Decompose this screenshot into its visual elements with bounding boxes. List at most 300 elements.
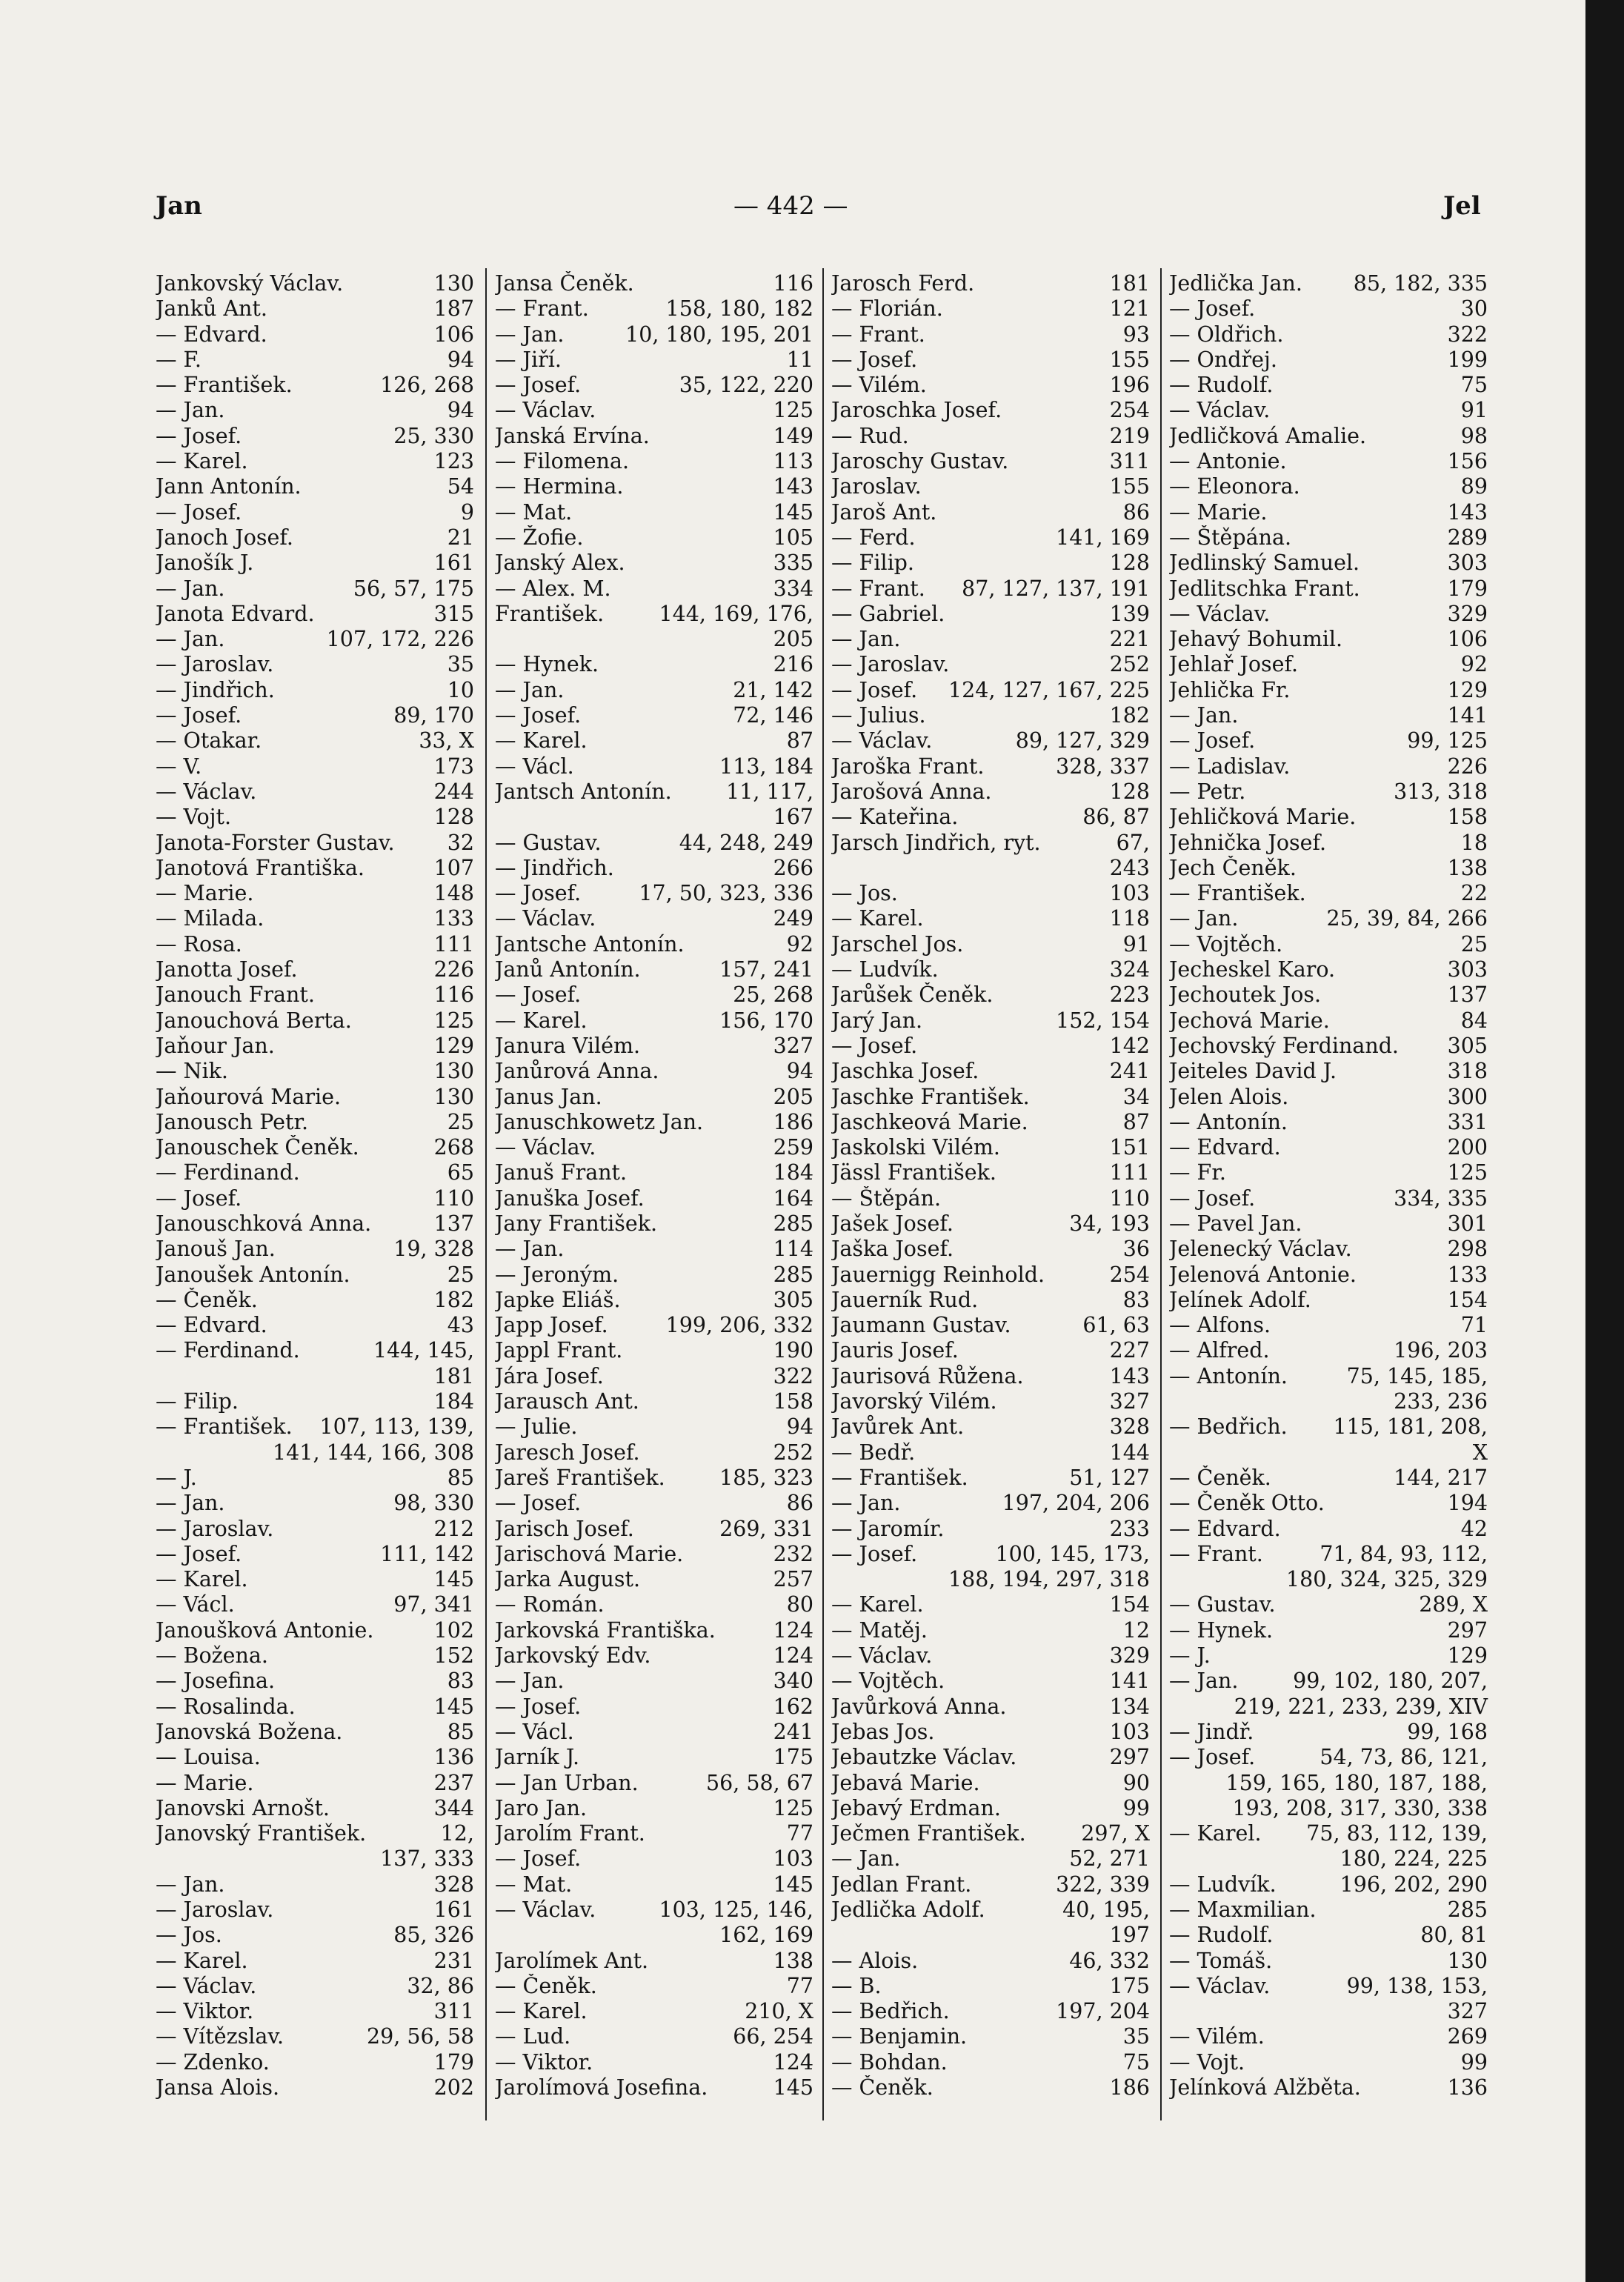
index-entry [831,754,1150,779]
entry-name: — Edvard. [1169,1516,1281,1541]
entry-pages: 107 [433,855,474,880]
index-entry [1169,424,1488,449]
entry-pages: 154 [1109,1592,1150,1617]
entry-name: Jelenová Antonie. [1169,1262,1357,1287]
entry-pages: 66, 254 [733,2024,813,2049]
entry-pages: 52, 271 [1069,1846,1150,1872]
index-entry [831,957,1150,982]
entry-pages: 75, 83, 112, 139, [1306,1821,1488,1846]
entry-name: Jecheskel Karo. [1169,957,1336,982]
entry-name: — Milada. [156,906,264,931]
index-entry [831,474,1150,499]
entry-pages: 71 [1460,1313,1488,1338]
index-entry [156,1872,474,1897]
entry-pages: 162, 169 [719,1923,813,1948]
entry-pages: 34, 193 [1069,1211,1150,1236]
entry-name: — Julius. [831,703,926,728]
entry-name: Jässl František. [831,1160,996,1185]
entry-pages: 187 [433,296,474,322]
index-entry [831,1008,1150,1034]
index-entry [831,1821,1150,1846]
entry-pages: 145 [773,499,813,525]
index-entry [156,678,474,703]
entry-pages: 219 [1109,423,1150,448]
index-entry [1169,1085,1488,1110]
entry-pages: 269 [1447,2024,1488,2049]
index-entry [156,906,474,931]
entry-pages: X [1472,1440,1488,1465]
entry-pages: 141 [1109,1669,1150,1694]
entry-name: — Hynek. [495,652,599,677]
entry-pages: 43 [447,1313,474,1338]
entry-pages: 134 [1109,1694,1150,1719]
entry-pages: 226 [1447,754,1488,779]
index-entry [156,703,474,728]
entry-name: — Václ. [495,1719,574,1744]
index-entry [495,982,813,1008]
index-entry [495,1059,813,1084]
entry-pages: 145 [773,1872,813,1897]
entry-name: — Marie. [156,1770,254,1795]
entry-name: Janků Ant. [156,296,267,322]
index-entry [156,1592,474,1617]
index-entry [1169,1389,1488,1414]
entry-name: — F. [156,347,202,372]
entry-name: — Eleonora. [1169,474,1300,499]
entry-name: — Čeněk. [1169,1465,1271,1490]
entry-name: — Jan. [831,1846,901,1872]
entry-name: — Marie. [1169,499,1268,525]
entry-name [495,1923,536,1948]
entry-name: — Ludvík. [831,957,939,982]
entry-pages: 124 [773,1617,813,1643]
entry-name: — Jindř. [1169,1719,1254,1744]
entry-pages: 184 [433,1389,474,1414]
index-entry [495,957,813,982]
entry-name: Jedličková Amalie. [1169,423,1367,448]
entry-pages: 322 [1447,322,1488,347]
index-entry [495,1999,813,2024]
index-entry [495,1466,813,1491]
entry-pages: 257 [773,1567,813,1592]
entry-pages: 35, 122, 220 [679,373,813,398]
entry-name: — Louisa. [156,1745,261,1770]
index-entry [495,576,813,602]
entry-name [156,1364,197,1389]
entry-name: — Jan Urban. [495,1770,639,1795]
index-entry [495,550,813,576]
entry-pages: 29, 56, 58 [366,2024,474,2049]
index-entry [156,576,474,602]
entry-pages: 289 [1447,525,1488,550]
index-entry [1169,728,1488,754]
entry-pages: 56, 57, 175 [353,576,474,601]
entry-name: Jebautzke Václav. [831,1745,1017,1770]
entry-name: Jára Josef. [495,1363,604,1388]
index-entry [831,2024,1150,2049]
entry-name: — Karel. [156,449,248,474]
index-entry [1169,271,1488,296]
index-entry [156,1491,474,1516]
index-entry [156,1796,474,1821]
entry-pages: 99, 102, 180, 207, [1293,1669,1488,1694]
index-entry [156,1160,474,1185]
index-entry [831,1872,1150,1897]
entry-pages: 144 [1109,1440,1150,1465]
index-entry [495,678,813,703]
entry-name: Jaro Jan. [495,1795,588,1820]
entry-name: Jarolímek Ant. [495,1948,649,1973]
entry-name: Jaňourová Marie. [156,1084,342,1109]
index-entry [1169,678,1488,703]
entry-name [831,1923,873,1948]
index-entry [1169,500,1488,525]
index-entry [495,1923,813,1948]
entry-name [1169,1694,1211,1720]
entry-name: Jebavý Erdman. [831,1795,1001,1820]
entry-pages: 233 [1109,1516,1150,1541]
entry-pages: 158 [1447,805,1488,830]
entry-name: — Ludvík. [1169,1872,1277,1897]
entry-name: — Mat. [495,499,573,525]
entry-name: — Jan. [495,1237,565,1262]
entry-pages: 89 [1460,474,1488,499]
entry-name: — Jindřich. [495,855,614,880]
index-entry [1169,932,1488,957]
entry-pages: 197 [1109,1923,1150,1948]
index-entry [1169,1872,1488,1897]
entry-name: — Edvard. [1169,1135,1281,1160]
index-entry [156,474,474,499]
entry-pages: 35 [1122,2024,1150,2049]
entry-pages: 86 [1122,499,1150,525]
entry-pages: 185, 323 [719,1465,813,1490]
entry-pages: 133 [1447,1262,1488,1287]
index-entry [1169,1643,1488,1669]
index-entry [1169,1542,1488,1567]
entry-pages: 298 [1447,1237,1488,1262]
entry-pages: 252 [1109,652,1150,677]
entry-name: Jehnička Josef. [1169,830,1327,855]
index-entry [1169,296,1488,322]
index-entry [156,2075,474,2100]
index-entry [1169,2024,1488,2049]
entry-name: — Zdenko. [156,2049,270,2075]
entry-name: — Viktor. [156,1999,254,2024]
entry-pages: 227 [1109,1338,1150,1363]
entry-pages: 139 [1109,601,1150,626]
index-entry [831,703,1150,728]
entry-pages: 12, [440,1821,474,1846]
index-entry [495,1745,813,1770]
entry-name: — Jan. [495,322,565,347]
entry-pages: 297 [1447,1617,1488,1643]
entry-pages: 25 [1460,931,1488,957]
index-entry [1169,525,1488,550]
entry-pages: 115, 181, 208, [1333,1414,1488,1440]
index-entry [1169,957,1488,982]
entry-pages: 98, 330 [393,1491,474,1516]
index-entry [156,1288,474,1313]
entry-name: Jaurisová Růžena. [831,1363,1024,1388]
entry-pages: 156, 170 [719,1008,813,1033]
index-entry [831,2050,1150,2075]
index-entry [495,1237,813,1262]
index-entry [156,1618,474,1643]
index-entry [1169,1999,1488,2024]
entry-pages: 125 [433,1008,474,1033]
entry-pages: 327 [1447,1999,1488,2024]
index-entry [156,398,474,423]
entry-name: — Jos. [831,881,898,906]
index-entry [831,1694,1150,1720]
entry-pages: 136 [1447,2075,1488,2100]
entry-name: — Václav. [831,1643,933,1669]
index-entry [831,1085,1150,1110]
column-rule [822,268,824,2120]
entry-name: Jarausch Ant. [495,1389,639,1414]
entry-pages: 124 [773,1643,813,1669]
index-entry [831,1288,1150,1313]
entry-name: — Maxmilian. [1169,1897,1317,1922]
entry-name: — Čeněk. [831,2075,934,2100]
entry-name: Jany František. [495,1211,658,1236]
index-entry [495,1643,813,1669]
index-entry [156,2024,474,2049]
entry-pages: 151 [1109,1135,1150,1160]
entry-name: — Karel. [1169,1821,1262,1846]
entry-name: — Alfred. [1169,1338,1270,1363]
index-entry [831,296,1150,322]
entry-name: — Josef. [156,1541,242,1566]
entry-pages: 44, 248, 249 [679,830,813,855]
entry-name: — Benjamin. [831,2024,968,2049]
entry-pages: 249 [773,906,813,931]
entry-name: — Rudolf. [1169,373,1274,398]
index-entry [1169,1059,1488,1084]
entry-name: — Vojtěch. [831,1669,945,1694]
index-entry [495,1796,813,1821]
entry-pages: 237 [433,1770,474,1795]
entry-name: — Alois. [831,1948,919,1973]
entry-name: — Román. [495,1592,605,1617]
index-entry [831,1567,1150,1592]
entry-name: Javůrek Ant. [831,1414,965,1440]
index-entry [831,500,1150,525]
entry-pages: 199, 206, 332 [665,1313,813,1338]
entry-pages: 269, 331 [719,1516,813,1541]
entry-pages: 99 [1122,1795,1150,1820]
index-entry [1169,1923,1488,1948]
entry-pages: 148 [433,881,474,906]
entry-pages: 149 [773,423,813,448]
entry-name [1169,1771,1211,1796]
entry-name: Janovská Božena. [156,1719,343,1744]
entry-pages: 11 [786,347,813,372]
entry-name: — Vojtěch. [1169,931,1283,957]
entry-name [1169,1440,1211,1466]
entry-pages: 193, 208, 317, 330, 338 [1232,1795,1488,1820]
index-entry [156,754,474,779]
entry-name: — Žofie. [495,525,584,550]
entry-pages: 155 [1109,347,1150,372]
entry-name [1169,1389,1211,1414]
entry-name [831,1567,873,1592]
entry-name: — Jan. [1169,1669,1239,1694]
entry-name: Jaumann Gustav. [831,1313,1011,1338]
entry-pages: 329 [1447,601,1488,626]
entry-name: — Jan. [156,1491,225,1516]
entry-pages: 188, 194, 297, 318 [948,1567,1150,1592]
entry-pages: 212 [433,1516,474,1541]
entry-name: Jaresch Josef. [495,1440,640,1465]
entry-pages: 196, 202, 290 [1340,1872,1488,1897]
entry-name: Jareš František. [495,1465,665,1490]
entry-name: Janouch Frant. [156,982,315,1008]
entry-pages: 144, 145, [373,1338,474,1363]
entry-pages: 107, 113, 139, [319,1414,474,1440]
entry-pages: 173 [433,754,474,779]
entry-name [1169,1846,1211,1872]
index-entry [1169,856,1488,881]
entry-name: Jarisch Josef. [495,1516,634,1541]
index-entry [495,1414,813,1440]
entry-name: — Bedřich. [1169,1414,1288,1440]
index-entry [156,831,474,856]
entry-name: — Antonín. [1169,1363,1288,1388]
entry-pages: 259 [773,1135,813,1160]
entry-name: — Jos. [156,1923,222,1948]
index-column-3 [831,271,1150,2100]
entry-pages: 98 [1460,423,1488,448]
entry-pages: 285 [1447,1897,1488,1922]
entry-name: — Karel. [495,728,588,754]
index-entry [831,1059,1150,1084]
index-entry [1169,1338,1488,1363]
index-entry [156,1414,474,1440]
index-entry [1169,1211,1488,1237]
entry-pages: 123 [433,449,474,474]
entry-name: Janošík J. [156,550,254,576]
index-entry [495,1846,813,1872]
index-entry [1169,1567,1488,1592]
entry-name: — B. [831,1973,882,1998]
entry-name: — Edvard. [156,1313,267,1338]
entry-name: — Václ. [156,1592,235,1617]
entry-pages: 145 [433,1567,474,1592]
index-entry [156,1466,474,1491]
entry-name: — Jan. [495,677,565,702]
index-entry [1169,1160,1488,1185]
entry-pages: 137 [433,1211,474,1236]
entry-pages: 202 [433,2075,474,2100]
entry-name: Janovski Arnošt. [156,1795,330,1820]
entry-pages: 86, 87 [1082,805,1150,830]
entry-name: Janoch Josef. [156,525,293,550]
index-entry [831,1034,1150,1059]
entry-name: — Josef. [495,1846,582,1872]
entry-name: — Rud. [831,423,909,448]
entry-pages: 54, 73, 86, 121, [1320,1745,1488,1770]
index-entry [1169,881,1488,906]
index-entry [1169,1466,1488,1491]
entry-name: — Václav. [1169,1973,1271,1998]
entry-pages: 106 [433,322,474,347]
index-entry [1169,576,1488,602]
entry-pages: 285 [773,1211,813,1236]
index-entry [831,1389,1150,1414]
entry-name: — Josef. [831,1541,918,1566]
entry-pages: 223 [1109,982,1150,1008]
entry-name: — Josef. [156,1185,242,1211]
entry-pages: 111 [1109,1160,1150,1185]
index-entry [495,1542,813,1567]
entry-pages: 46, 332 [1069,1948,1150,1973]
entry-pages: 94 [786,1059,813,1084]
entry-pages: 93 [1122,322,1150,347]
entry-pages: 32 [447,830,474,855]
index-entry [1169,1949,1488,1974]
entry-name: Jarošová Anna. [831,779,992,804]
entry-name: — František. [1169,881,1306,906]
index-entry [831,347,1150,373]
index-entry [156,728,474,754]
entry-name: — Václav. [495,906,596,931]
index-entry [831,1542,1150,1567]
index-entry [156,1821,474,1846]
entry-pages: 94 [447,347,474,372]
index-entry [495,1034,813,1059]
entry-pages: 328, 337 [1056,754,1150,779]
index-entry [495,1517,813,1542]
index-entry [1169,1796,1488,1821]
entry-name: — Jan. [1169,906,1239,931]
entry-pages: 128 [1109,550,1150,576]
entry-name: — Jiří. [495,347,562,372]
index-entry [831,627,1150,652]
entry-name: Jehličková Marie. [1169,805,1357,830]
index-entry [495,1720,813,1745]
entry-pages: 85, 326 [393,1923,474,1948]
entry-name: — Josef. [156,703,242,728]
entry-pages: 89, 170 [393,703,474,728]
entry-pages: 103 [1109,881,1150,906]
entry-name: — Josef. [495,881,582,906]
entry-pages: 116 [433,982,474,1008]
entry-name: — Josef. [495,1694,582,1719]
entry-name: Jelínek Adolf. [1169,1287,1311,1312]
index-entry [495,1338,813,1363]
entry-name: — Václav. [831,728,933,754]
entry-name: Janouš Jan. [156,1237,276,1262]
entry-name: — Jan. [156,576,225,601]
index-entry [1169,805,1488,830]
entry-pages: 196 [1109,373,1150,398]
index-entry [1169,2075,1488,2100]
entry-name: — Jindřich. [156,677,275,702]
entry-name: — Tomáš. [1169,1948,1273,1973]
entry-name: Jarkovský Edv. [495,1643,651,1669]
entry-name: — Josef. [1169,296,1256,322]
entry-name: — Štěpán. [831,1185,942,1211]
entry-pages: 144, 217 [1394,1465,1488,1490]
entry-pages: 301 [1447,1211,1488,1236]
entry-name: — Josef. [1169,1745,1256,1770]
index-entry [495,652,813,677]
index-entry [1169,627,1488,652]
entry-pages: 159, 165, 180, 187, 188, [1225,1770,1488,1795]
entry-name: — Antonín. [1169,1109,1288,1134]
